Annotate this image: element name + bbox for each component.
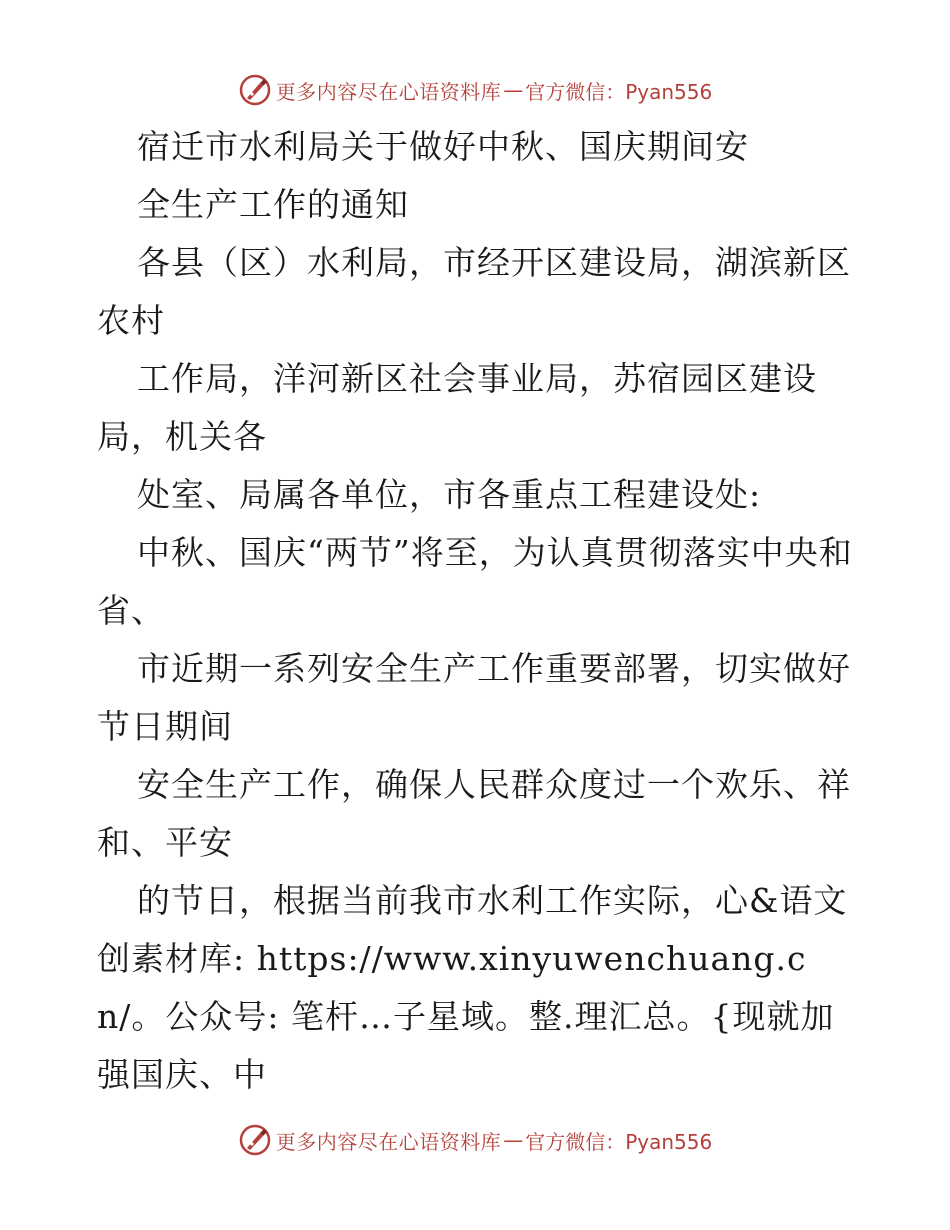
- banner-wechat: 官方微信：Pyan556: [525, 1129, 713, 1154]
- paragraph: 中秋、国庆“两节”将至，为认真贯彻落实中央和省、: [97, 533, 853, 630]
- paragraph: 各县（区）水利局，市经开区建设局，湖滨新区农村: [97, 243, 851, 340]
- doc-title-line2: 全生产工作的通知: [137, 185, 409, 224]
- banner-separator: —: [503, 1128, 524, 1152]
- paragraph: 市近期一系列安全生产工作重要部署，切实做好节日期间: [97, 649, 851, 746]
- doc-title-line1: 宿迁市水利局关于做好中秋、国庆期间安: [137, 127, 749, 166]
- paragraph: 处室、局属各单位，市各重点工程建设处:: [137, 475, 762, 514]
- banner-wechat: 官方微信：Pyan556: [525, 79, 713, 104]
- pen-nib-seal-icon: [238, 73, 272, 107]
- pen-nib-seal-icon: [238, 1123, 272, 1157]
- paragraph: 工作局，洋河新区社会事业局，苏宿园区建设局，机关各: [97, 359, 817, 456]
- banner-separator: —: [503, 78, 524, 102]
- document-body: [97, 118, 857, 1104]
- paragraph: 的节日，根据当前我市水利工作实际，心&语文创素材库: https://www.xinyuwenchuang.cn/。公众号: 笔杆…子星域。整.理汇总。{现就加强国庆、中: [97, 881, 848, 1094]
- paragraph: 安全生产工作，确保人民群众度过一个欢乐、祥和、平安: [97, 765, 851, 862]
- header-banner: [0, 70, 950, 110]
- footer-banner: [0, 1120, 950, 1160]
- banner-text: 更多内容尽在心语资料库: [275, 79, 502, 104]
- banner-text: 更多内容尽在心语资料库: [275, 1129, 502, 1154]
